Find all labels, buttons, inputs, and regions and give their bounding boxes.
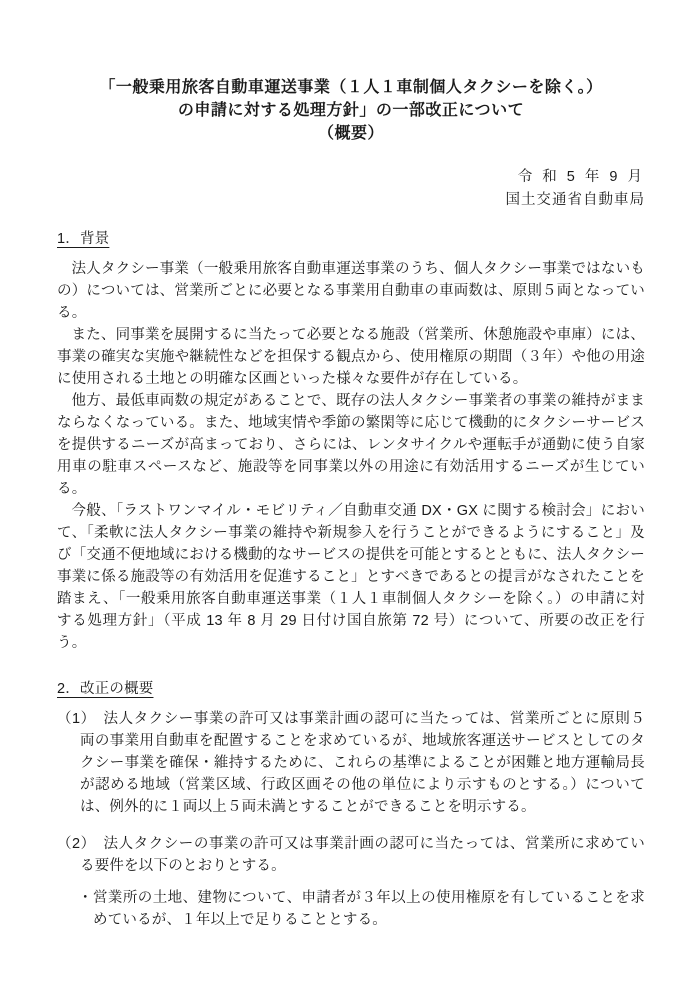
document-title <box>57 76 645 145</box>
paragraph-background-1: 法人タクシー事業（一般乗用旅客自動車運送事業のうち、個人タクシー事業ではないもの）については、営業所ごとに必要となる事業用自動車の車両数は、原則５両となっている。 <box>57 261 645 321</box>
title-line-3: （概要） <box>317 125 384 142</box>
paragraph-background-4: 今般、「ラストワンマイル・モビリティ／自動車交通 DX・GX に関する検討会」において、「柔軟に法人タクシー事業の維持や新規参入を行うことができるようにすること」及び「交通不便地域における機動的なサービスの提供を可能とするとともに、法人タクシー事業に係る施設等の有効活用を促進すること」とすべきであるとの提言がなされたことを踏まえ、「一般乗用旅客自動車運送事業（１人１車制個人タクシーを除く。）の申請に対する処理方針」（平成 13 年 8 月 29 日付け国自旅第 72 号）について、所要の改正を行う。 <box>57 503 645 651</box>
section-1-heading <box>57 228 645 250</box>
title-line-1: 「一般乗用旅客自動車運送事業（１人１車制個人タクシーを除く。） <box>99 79 603 96</box>
section-2-body <box>57 708 645 931</box>
document-date: 令 和 5 年 9 月 <box>517 169 645 185</box>
amendment-item-2: （2） 法人タクシーの事業の許可又は事業計画の認可に当たっては、営業所に求めている要件を以下のとおりとする。 <box>57 836 645 874</box>
paragraph-background-2: また、同事業を展開するに当たって必要となる施設（営業所、休憩施設や車庫）には、事業の確実な実施や継続性などを担保する観点から、使用権原の期間（３年）や他の用途に使用される土地との明確な区画といった様々な要件が存在している。 <box>57 327 645 387</box>
document-author: 国土交通省自動車局 <box>505 192 645 208</box>
amendment-item-2-bullet: ・営業所の土地、建物について、申請者が３年以上の使用権原を有していることを求めているが、１年以上で足りることとする。 <box>78 890 645 928</box>
paragraph-background-3: 他方、最低車両数の規定があることで、既存の法人タクシー事業者の事業の維持がままならなくなっている。また、地域実情や季節の繁閑等に応じて機動的にタクシーサービスを提供するニーズが高まっており、さらには、レンタサイクルや運転手が通勤に使う自家用車の駐車スペースなど、施設等を同事業以外の用途に有効活用するニーズが生じている。 <box>57 393 645 497</box>
section-2-heading <box>57 678 645 700</box>
section-2-heading-text: 2．改正の概要 <box>57 681 154 697</box>
title-line-2: の申請に対する処理方針」の一部改正について <box>177 102 525 119</box>
section-1-body <box>57 258 645 654</box>
amendment-item-1: （1） 法人タクシー事業の許可又は事業計画の認可に当たっては、営業所ごとに原則５両の事業用自動車を配置することを求めているが、地域旅客運送サービスとしてのタクシー事業を確保・維持するために、これらの基準によることが困難と地方運輸局長が認める地域（営業区域、行政区画その他の単位により示すものとする。）については、例外的に１両以上５両未満とすることができることを明示する。 <box>57 711 645 815</box>
section-1-heading-text: 1．背景 <box>57 231 110 247</box>
byline <box>57 166 645 212</box>
